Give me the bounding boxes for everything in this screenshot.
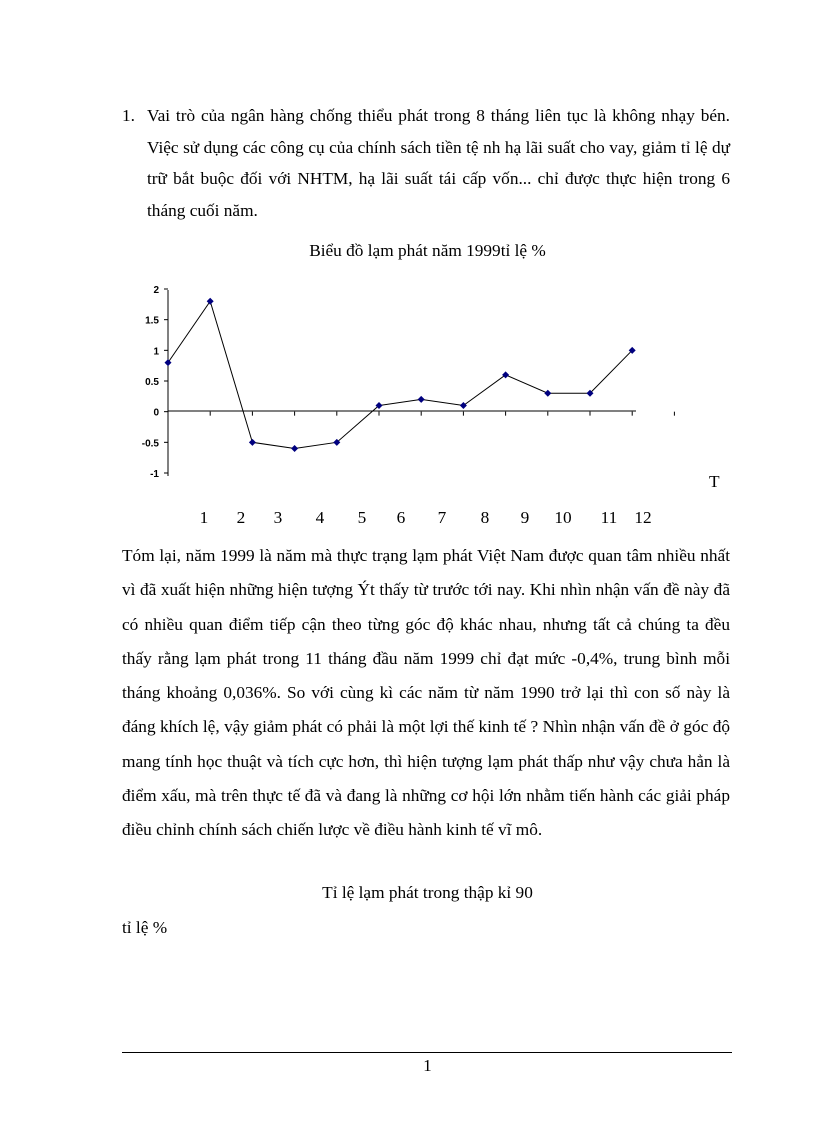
x-category-label: 10 (554, 508, 572, 527)
x-category-label: 3 (273, 508, 283, 527)
paragraph-1: Vai trò của ngân hàng chống thiểu phát trong 8 tháng liên tục là không nhạy bén. Việc sử dụng các công cụ của chính sách tiền tệ nh hạ lãi suất cho vay, giảm tỉ lệ dự trữ bắt buộc đối với NHTM, hạ lãi suất tái cấp vốn... chỉ được thực hiện trong 6 tháng cuối năm. (147, 106, 730, 220)
x-category-label: 12 (634, 508, 652, 527)
data-point-month-4 (291, 445, 298, 452)
chart2-y-label: tỉ lệ % (122, 918, 168, 937)
x-category-label: 2 (236, 508, 246, 527)
y-axis-ticks (142, 285, 168, 480)
x-category-label: 11 (600, 508, 618, 527)
data-point-month-8 (460, 402, 467, 409)
y-tick-label: -1 (150, 469, 159, 480)
x-category-label: 9 (520, 508, 530, 527)
footer-divider (122, 1052, 732, 1053)
y-tick-label: 1 (153, 346, 159, 358)
chart-title: Biểu đồ lạm phát năm 1999tỉ lệ % (309, 241, 546, 260)
data-point-month-10 (544, 390, 551, 397)
chart2-title: Tỉ lệ lạm phát trong thập kỉ 90 (322, 883, 533, 902)
x-category-label: 4 (315, 508, 325, 527)
summary-paragraph: Tóm lại, năm 1999 là năm mà thực trạng lạm phát Việt Nam được quan tâm nhiều nhất vì đã xuất hiện những hiện tượng Ýt thấy từ trước tới nay. Khi nhìn nhận vấn đề này đã có nhiều quan điểm tiếp cận theo từng góc độ khác nhau, nhưng tất cả chúng ta đều thấy rằng lạm phát trong 11 tháng đầu năm 1999 chỉ đạt mức -0,4%, trung bình mỗi tháng khoảng 0,036%. So với cùng kì các năm từ năm 1990 trở lại thì con số này là đáng khích lệ, vậy giảm phát có phải là một lợi thế kinh tế ? Nhìn nhận vấn đề ở góc độ mang tính học thuật và tích cực hơn, thì hiện tượng lạm phát thấp như vậy chưa hẳn là điểm xấu, mà trên thực tế đã và đang là những cơ hội lớn nhằm tiến hành các giải pháp điều chỉnh chính sách chiến lược về điều hành kinh tế vĩ mô. (122, 546, 730, 840)
x-axis-label: T (709, 472, 720, 491)
data-point-month-2 (207, 298, 214, 305)
series-line (168, 301, 632, 448)
y-tick-label: 0 (153, 407, 159, 419)
list-item-1 (122, 100, 730, 226)
x-category-label: 8 (480, 508, 490, 527)
y-tick-label: 0.5 (145, 377, 159, 388)
data-points (165, 298, 636, 452)
y-tick-label: 1.5 (145, 315, 159, 327)
data-point-month-9 (502, 371, 509, 378)
x-category-label: 1 (199, 508, 209, 527)
x-category-label: 6 (396, 508, 406, 527)
data-point-month-3 (249, 439, 256, 446)
x-axis-ticks (210, 412, 674, 416)
list-number: 1. (122, 106, 135, 125)
y-tick-label: 2 (153, 285, 159, 296)
data-point-month-1 (165, 359, 172, 366)
inflation-line-chart (0, 270, 816, 485)
x-category-label: 5 (357, 508, 367, 527)
page-number: 1 (423, 1056, 432, 1075)
y-tick-label: -0.5 (141, 438, 159, 450)
data-point-month-7 (418, 396, 425, 403)
x-category-label: 7 (437, 508, 447, 527)
